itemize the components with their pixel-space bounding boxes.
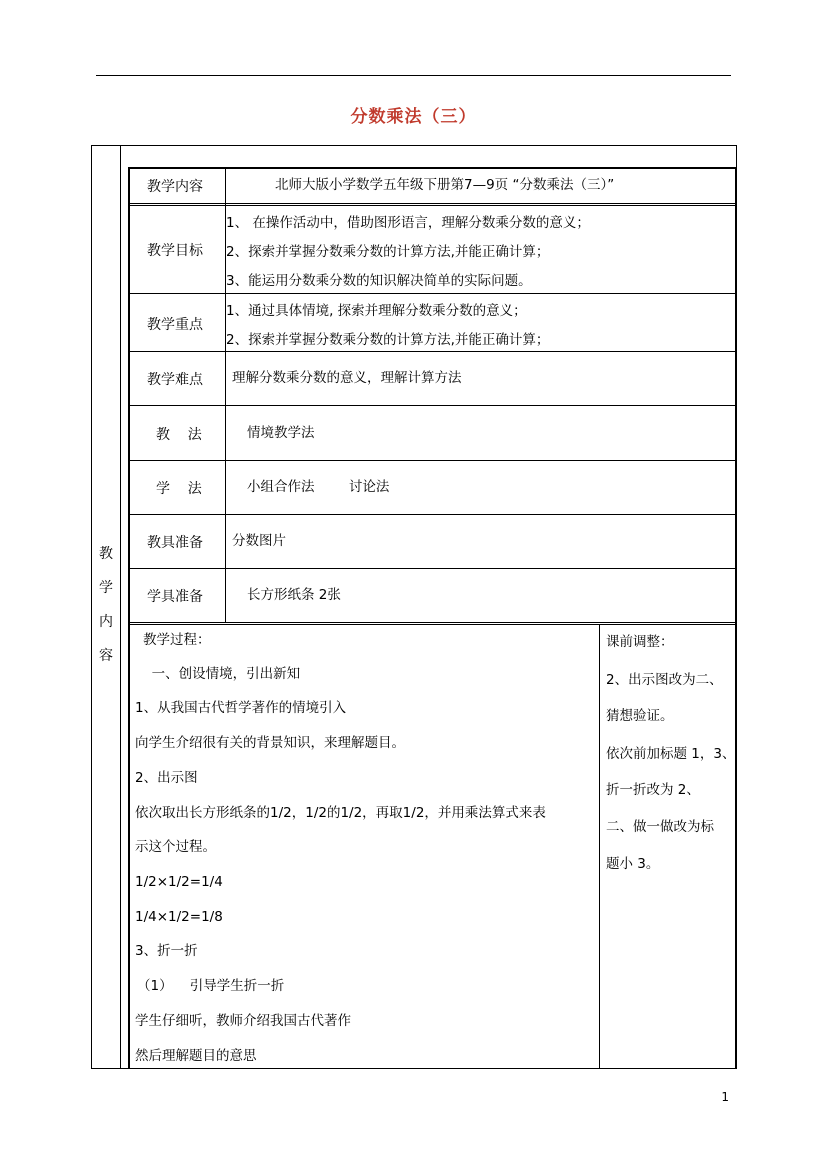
goal-item: 3、能运用分数乘分数的知识解决简单的实际问题。 — [226, 273, 532, 289]
goal-item: 1、 在操作活动中，借助图形语言，理解分数乘分数的意义； — [226, 215, 590, 231]
process-line: 2、出示图 — [135, 770, 198, 786]
process-line: 1/2×1/2=1/4 — [135, 874, 223, 890]
adjust-line: 猜想验证。 — [606, 708, 674, 724]
row-label-goals: 教学目标 — [147, 243, 203, 259]
process-line: 1/4×1/2=1/8 — [135, 909, 223, 925]
row-label-teach-method: 教 法 — [156, 427, 202, 443]
row-divider — [128, 293, 737, 294]
row-divider — [128, 351, 737, 352]
inner-right-border — [735, 167, 737, 1069]
outer-left-border — [91, 145, 92, 1069]
row-label-difficulty: 教学难点 — [147, 372, 203, 388]
teach-method-value: 情境教学法 — [247, 425, 315, 441]
process-line: 一、创设情境，引出新知 — [143, 666, 301, 682]
outer-right-border-top — [736, 145, 737, 167]
process-column-divider — [599, 624, 600, 1068]
page-number: 1 — [721, 1090, 729, 1104]
process-line: 然后理解题目的意思 — [135, 1048, 257, 1064]
key-item: 2、探索并掌握分数乘分数的计算方法,并能正确计算； — [226, 332, 550, 348]
learn-method-value: 小组合作法 讨论法 — [247, 479, 390, 495]
process-line: 3、折一折 — [135, 943, 198, 959]
row-label-learn-tools: 学具准备 — [147, 589, 203, 605]
process-line: 教学过程： — [143, 632, 211, 648]
side-label: 教 学 内 容 — [99, 546, 113, 664]
document-title: 分数乘法（三） — [350, 107, 477, 127]
inner-top-border — [128, 167, 737, 169]
process-line: （1） 引导学生折一折 — [137, 978, 285, 994]
row-label-teach-tools: 教具准备 — [147, 535, 203, 551]
label-column-divider — [225, 167, 226, 623]
difficulty-value: 理解分数乘分数的意义，理解计算方法 — [232, 370, 462, 386]
process-line: 示这个过程。 — [135, 839, 216, 855]
side-column-divider — [120, 145, 121, 1069]
row-divider — [128, 405, 737, 406]
adjust-line: 二、做一做改为标 — [606, 819, 714, 835]
row-divider — [128, 624, 737, 625]
row-divider — [128, 203, 737, 204]
row-label-key: 教学重点 — [147, 317, 203, 333]
inner-left-border — [128, 167, 130, 1069]
content-value: 北师大版小学数学五年级下册第7—9页 “分数乘法（三）” — [275, 177, 615, 193]
outer-top-border — [91, 145, 737, 146]
row-divider — [128, 622, 737, 623]
header-rule — [96, 75, 731, 76]
adjust-line: 依次前加标题 1，3、 — [606, 746, 736, 762]
adjust-line: 课前调整： — [606, 634, 674, 650]
process-line: 1、从我国古代哲学著作的情境引入 — [135, 700, 347, 716]
adjust-line: 2、出示图改为二、 — [606, 672, 723, 688]
row-divider — [128, 568, 737, 569]
row-label-content: 教学内容 — [147, 179, 203, 195]
key-item: 1、通过具体情境, 探索并理解分数乘分数的意义； — [226, 303, 527, 319]
table-bottom-border — [91, 1068, 737, 1069]
adjust-line: 折一折改为 2、 — [606, 782, 700, 798]
row-label-learn-method: 学 法 — [156, 481, 202, 497]
process-line: 依次取出长方形纸条的1/2，1/2的1/2，再取1/2，并用乘法算式来表 — [135, 805, 546, 821]
goal-item: 2、探索并掌握分数乘分数的计算方法,并能正确计算； — [226, 244, 550, 260]
process-line: 向学生介绍很有关的背景知识，来理解题目。 — [135, 735, 405, 751]
process-line: 学生仔细听，教师介绍我国古代著作 — [135, 1013, 351, 1029]
row-divider — [128, 205, 737, 206]
learn-tools-value: 长方形纸条 2张 — [247, 587, 341, 603]
teach-tools-value: 分数图片 — [232, 533, 286, 549]
row-divider — [128, 514, 737, 515]
row-divider — [128, 460, 737, 461]
adjust-line: 题小 3。 — [606, 856, 660, 872]
